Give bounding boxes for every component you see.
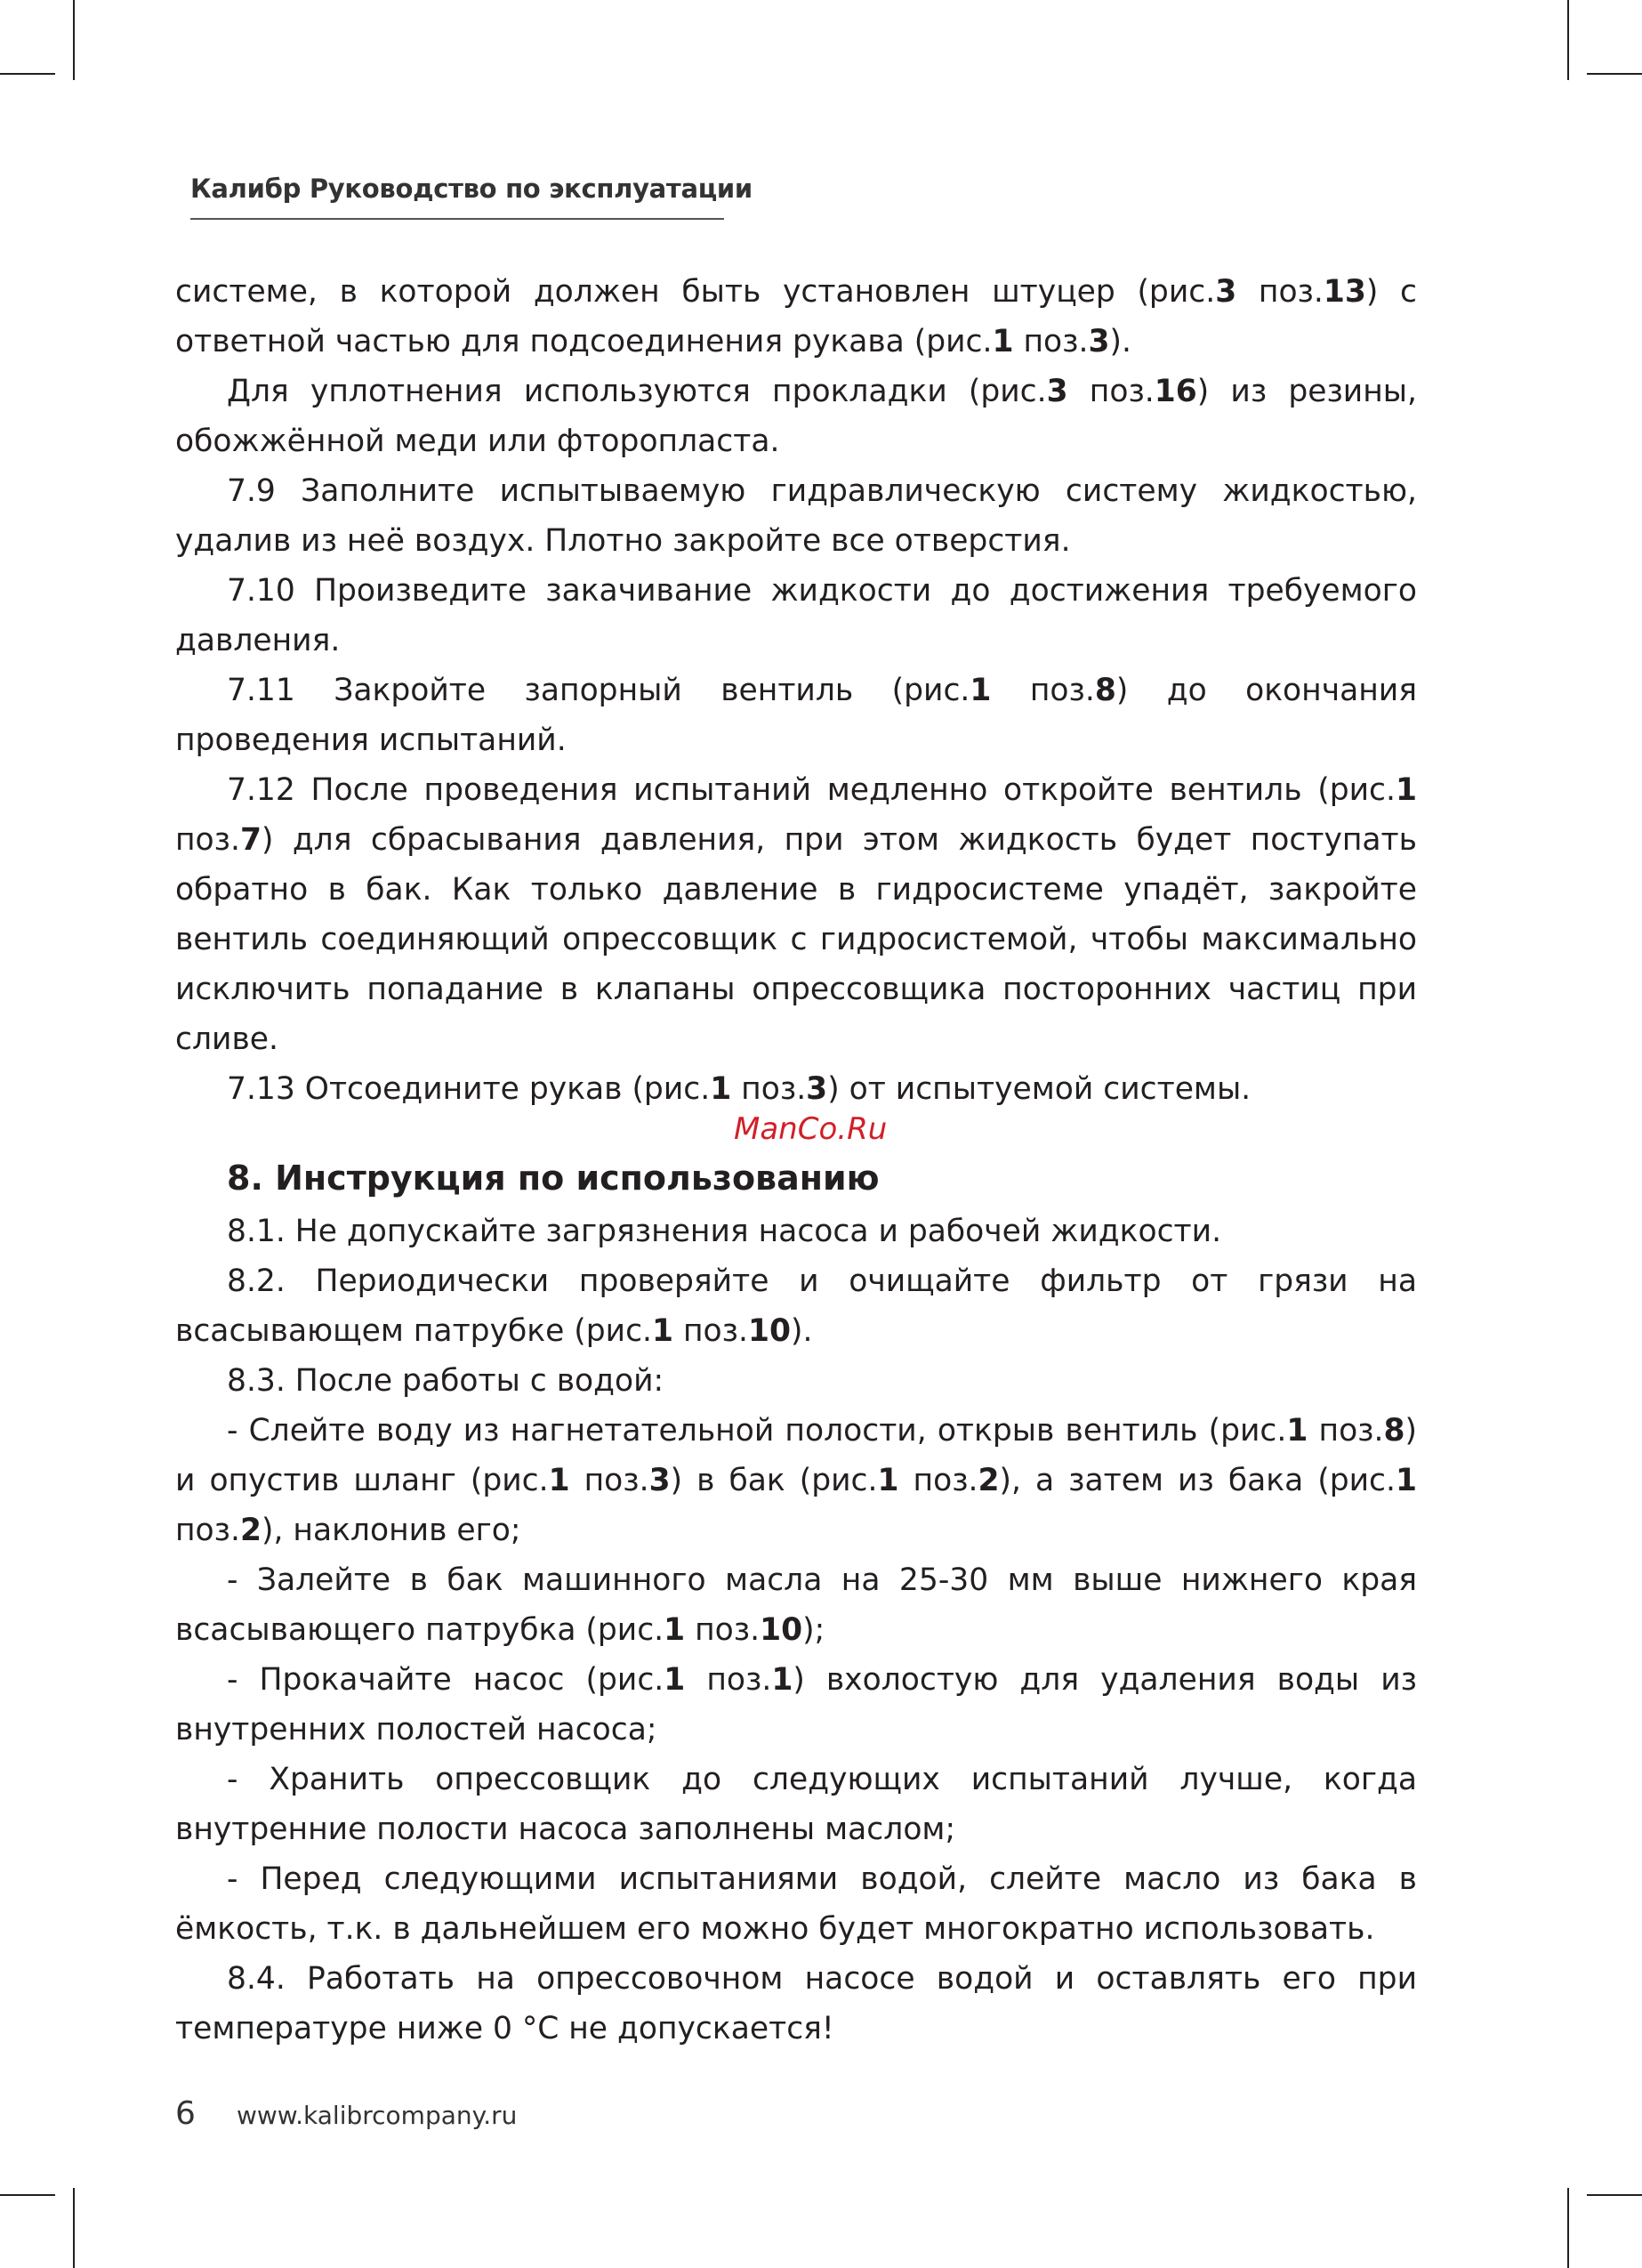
crop-mark-top-right bbox=[1567, 0, 1569, 80]
paragraphs-section-8 bbox=[175, 1207, 1417, 2054]
paragraph: 8.2. Периодически проверяйте и очищайте фильтр от грязи на всасывающем патрубке (рис.1 поз.10). bbox=[175, 1263, 1417, 1349]
crop-mark-top-left bbox=[73, 0, 75, 80]
page-number: 6 bbox=[175, 2095, 196, 2132]
paragraph: 7.10 Произведите закачивание жидкости до достижения требуемого давления. bbox=[175, 573, 1417, 658]
paragraph: 8.1. Не допускайте загрязнения насоса и рабочей жидкости. bbox=[227, 1214, 1222, 1249]
running-title: Калибр Руководство по эксплуатации bbox=[190, 174, 753, 204]
crop-mark-bottom-left bbox=[73, 2188, 75, 2268]
paragraph: - Перед следующими испытаниями водой, слейте масло из бака в ёмкость, т.к. в дальнейшем его можно будет многократно использовать. bbox=[175, 1861, 1417, 1947]
paragraph: - Слейте воду из нагнетательной полости, открыв вентиль (рис.1 поз.8) и опустив шланг (рис.1 поз.3) в бак (рис.1 поз.2), а затем из бака (рис.1 поз.2), наклонив его; bbox=[175, 1413, 1417, 1548]
paragraphs-section-7 bbox=[175, 267, 1417, 1114]
section-title: 8. Инструкция по использованию bbox=[227, 1158, 880, 1198]
paragraph: системе, в которой должен быть установлен штуцер (рис.3 поз.13) с ответной частью для подсоединения рукава (рис.1 поз.3). bbox=[175, 274, 1417, 359]
paragraph: 7.12 После проведения испытаний медленно откройте вентиль (рис.1 поз.7) для сбрасывания давления, при этом жидкость будет поступать обратно в бак. Как только давление в гидросистеме упадёт, закройте вентиль соединяющий опрессовщик с гидросистемой, чтобы максимально исключить попадание в клапаны опрессовщика посторонних частиц при сливе. bbox=[175, 772, 1417, 1057]
footer-url: www.kalibrcompany.ru bbox=[237, 2101, 518, 2130]
crop-mark-left-top bbox=[0, 73, 55, 75]
paragraph: 7.9 Заполните испытываемую гидравлическую систему жидкостью, удалив из неё воздух. Плотно закройте все отверстия. bbox=[175, 473, 1417, 559]
crop-mark-bottom-right bbox=[1567, 2188, 1569, 2268]
paragraph: 8.4. Работать на опрессовочном насосе водой и оставлять его при температуре ниже 0 °С не допускается! bbox=[175, 1961, 1417, 2046]
running-title-rule bbox=[190, 218, 724, 220]
paragraph: 7.11 Закройте запорный вентиль (рис.1 поз.8) до окончания проведения испытаний. bbox=[175, 673, 1417, 758]
paragraph: - Хранить опрессовщик до следующих испытаний лучше, когда внутренние полости насоса заполнены маслом; bbox=[175, 1762, 1417, 1847]
paragraph: - Прокачайте насос (рис.1 поз.1) вхолостую для удаления воды из внутренних полостей насоса; bbox=[175, 1662, 1417, 1747]
paragraph: Для уплотнения используются прокладки (рис.3 поз.16) из резины, обожжённой меди или фторопласта. bbox=[175, 374, 1417, 459]
crop-mark-right-top bbox=[1587, 73, 1642, 75]
paragraph: 7.13 Отсоедините рукав (рис.1 поз.3) от испытуемой системы. bbox=[227, 1071, 1252, 1107]
page-body bbox=[175, 267, 1417, 2054]
crop-mark-right-bottom bbox=[1587, 2194, 1642, 2196]
watermark: ManCo.Ru bbox=[734, 1111, 888, 1147]
paragraph: - Залейте в бак машинного масла на 25-30 мм выше нижнего края всасывающего патрубка (рис.1 поз.10); bbox=[175, 1562, 1417, 1648]
paragraph: 8.3. После работы с водой: bbox=[227, 1363, 664, 1399]
crop-mark-left-bottom bbox=[0, 2194, 55, 2196]
